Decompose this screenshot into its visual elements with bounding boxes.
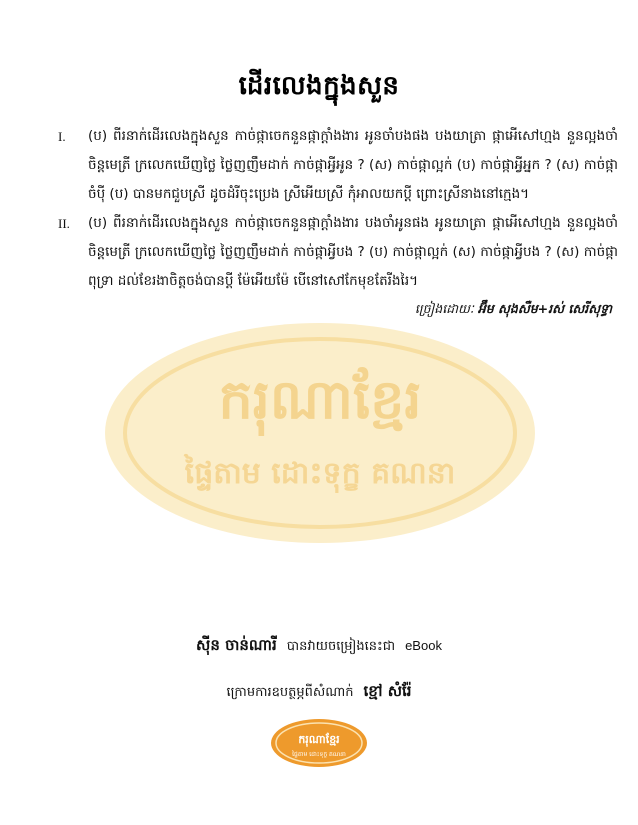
brand-badge-logo — [270, 718, 368, 768]
badge-logo-text: ករុណាខ្មែរ — [298, 733, 340, 746]
typist-name: ស៊ីន ចាន់ណារី — [196, 636, 277, 654]
sponsor-line — [0, 682, 638, 704]
ebook-typist-line — [0, 636, 638, 658]
lyrics-body — [58, 122, 618, 318]
verse-text: (ប) ពីរនាក់ដើរលេងក្នុងសួន កាច់ផ្កាចេកនួនផ្កាក្ដាំងងារ អូនចាំបងផង បងយាត្រា ផ្កាអើសៅហ្មង នួនល្អងចាំចិន្តមេត្រី ក្រលេកឃើញថ្លៃ ថ្លៃញញឹមដាក់ កាច់ផ្កាអ្វីអូន ? (ស) កាច់ផ្កាល្អក់ (ប) កាច់ផ្កាអ្វីអ្នក ? (ស) កាច់ផ្កាចំប៉ី (ប) បានមកជួបស្រី ដូចដំរីចុះប្រេង ស្រីអើយស្រី កុំអាលយកប្ដី ព្រោះស្រីនាងនៅក្មេង។ — [88, 128, 618, 202]
page-title: ដើរលេងក្នុងសួន — [238, 71, 400, 102]
watermark-logo-text: ករុណាខ្មែរ — [218, 368, 422, 431]
verse-1 — [58, 122, 618, 209]
verse-numeral: I. — [58, 129, 66, 144]
badge-logo-subtext: ផ្ទៃតាម ដោះទុក្ខ គណនា — [292, 751, 346, 758]
typist-text: បានវាយចម្រៀងនេះជា — [286, 639, 396, 654]
singer-credit — [58, 300, 618, 318]
verse-2 — [58, 209, 618, 296]
watermark-logo — [100, 318, 540, 548]
ebook-tag: eBook — [405, 638, 442, 653]
watermark-ellipse — [105, 323, 535, 543]
sponsor-name: ខ្មៅ សំរ៉ែ — [363, 682, 412, 700]
credit-singers: អ៊ឹម សុងសឺម+រស់ សេរីសុទ្ធា — [477, 301, 612, 316]
watermark-logo-subtext: ផ្ទៃតាម ដោះទុក្ខ គណនា — [184, 456, 456, 491]
verse-numeral: II. — [58, 216, 70, 231]
verse-text: (ប) ពីរនាក់ដើរលេងក្នុងសួន កាច់ផ្កាចេកនួនផ្កាក្ដាំងងារ បងចាំអូនផង អូនយាត្រា ផ្កាអើសៅហ្មង នួនល្អងចាំចិន្តមេត្រី ក្រលេកឃើញថ្លៃ ថ្លៃញញឹមដាក់ កាច់ផ្កាអ្វីបង ? (ប) កាច់ផ្កាល្អក់ (ស) កាច់ផ្កាអ្វីបង ? (ស) កាច់ផ្កាពុទ្រា ដល់ខែរងាចិត្តចង់បានប្ដី ម៉ែអើយម៉ែ បើនៅសៅកែមុខតែរីងរៃ។ — [88, 215, 618, 289]
sponsor-text: ក្រោមការឧបត្ថម្ភពីសំណាក់ — [226, 685, 354, 700]
credit-label: ច្រៀងដោយៈ — [414, 301, 474, 316]
